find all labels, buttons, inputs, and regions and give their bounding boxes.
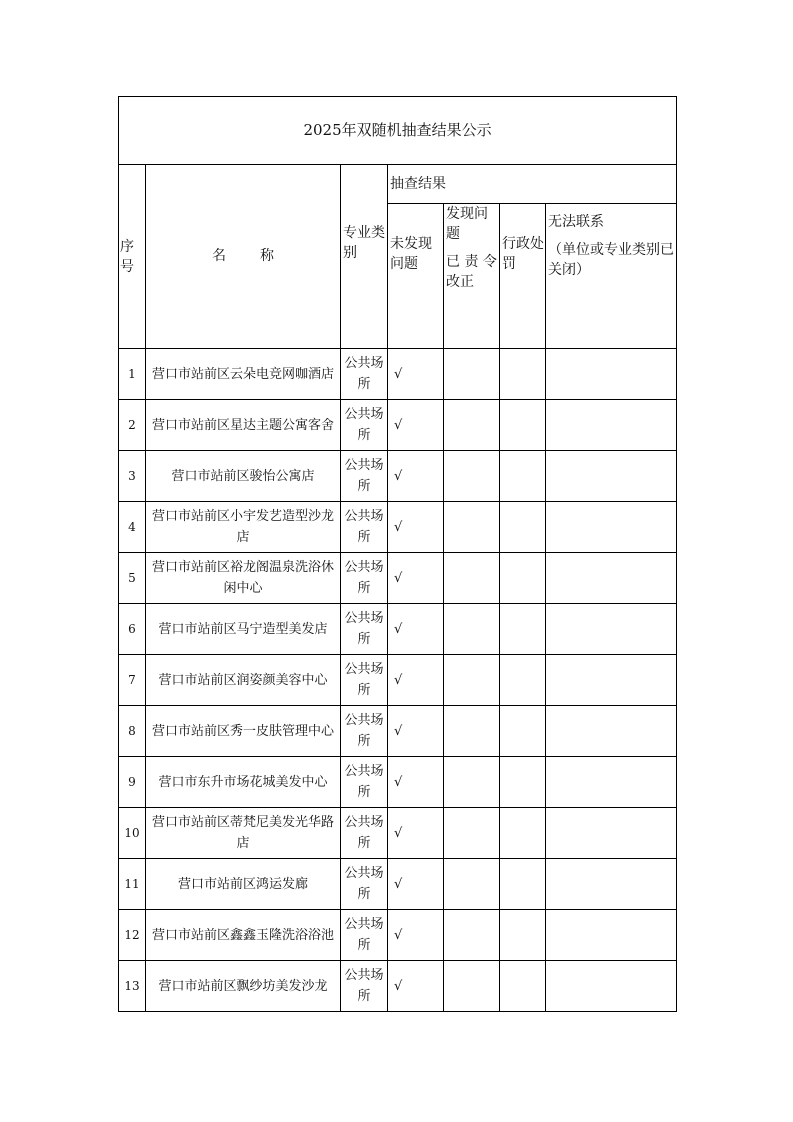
row-admin-penalty [500,400,546,451]
row-no-issue-check: √ [388,502,444,553]
row-no-issue-check: √ [388,961,444,1012]
row-ordered-correct [444,502,500,553]
table-row [119,655,677,706]
row-no-issue-check: √ [388,604,444,655]
row-seq: 2 [119,400,146,451]
row-unreachable [546,604,677,655]
row-category: 公共场所 [341,451,388,502]
row-unreachable [546,859,677,910]
row-unreachable [546,400,677,451]
header-unreachable-label: 无法联系 [548,214,604,230]
row-admin-penalty [500,859,546,910]
row-category: 公共场所 [341,808,388,859]
row-category: 公共场所 [341,553,388,604]
row-category: 公共场所 [341,349,388,400]
row-seq: 9 [119,757,146,808]
row-no-issue-check: √ [388,400,444,451]
table-row [119,400,677,451]
row-seq: 7 [119,655,146,706]
row-ordered-correct [444,655,500,706]
row-no-issue-check: √ [388,910,444,961]
header-seq: 序号 [119,165,146,349]
row-unreachable [546,553,677,604]
table-row [119,757,677,808]
header-name [146,165,341,349]
row-seq: 12 [119,910,146,961]
row-admin-penalty [500,451,546,502]
row-admin-penalty [500,502,546,553]
row-admin-penalty [500,808,546,859]
row-seq: 13 [119,961,146,1012]
row-seq: 5 [119,553,146,604]
row-admin-penalty [500,910,546,961]
row-unreachable [546,706,677,757]
row-admin-penalty [500,604,546,655]
row-ordered-correct [444,451,500,502]
row-unreachable [546,451,677,502]
row-category: 公共场所 [341,400,388,451]
row-category: 公共场所 [341,757,388,808]
row-ordered-correct [444,604,500,655]
header-category: 专业类别 [341,165,388,349]
row-name: 营口市站前区润姿颜美容中心 [146,655,341,706]
row-admin-penalty [500,706,546,757]
row-no-issue-check: √ [388,706,444,757]
row-unreachable [546,910,677,961]
row-unreachable [546,502,677,553]
header-unreachable-note: （单位或专业类别已关闭） [548,242,674,278]
header-issue-found [444,204,500,349]
row-ordered-correct [444,349,500,400]
table-row [119,502,677,553]
row-name: 营口市站前区云朵电竞网咖酒店 [146,349,341,400]
row-seq: 11 [119,859,146,910]
table-row [119,910,677,961]
row-seq: 4 [119,502,146,553]
row-admin-penalty [500,757,546,808]
row-name: 营口市站前区秀一皮肤管理中心 [146,706,341,757]
row-ordered-correct [444,706,500,757]
inspection-results-table [118,96,677,1012]
row-unreachable [546,757,677,808]
row-category: 公共场所 [341,706,388,757]
row-name: 营口市站前区飘纱坊美发沙龙 [146,961,341,1012]
row-ordered-correct [444,961,500,1012]
row-name: 营口市站前区星达主题公寓客舍 [146,400,341,451]
row-unreachable [546,961,677,1012]
row-unreachable [546,655,677,706]
row-no-issue-check: √ [388,451,444,502]
table-row [119,349,677,400]
row-seq: 6 [119,604,146,655]
table-row [119,553,677,604]
row-no-issue-check: √ [388,553,444,604]
header-issue-found-label: 发现问题 [446,206,488,242]
row-no-issue-check: √ [388,757,444,808]
row-ordered-correct [444,553,500,604]
row-seq: 8 [119,706,146,757]
table-row [119,451,677,502]
row-ordered-correct [444,400,500,451]
row-category: 公共场所 [341,961,388,1012]
row-admin-penalty [500,961,546,1012]
row-name: 营口市站前区小宇发艺造型沙龙店 [146,502,341,553]
row-name: 营口市站前区骏怡公寓店 [146,451,341,502]
row-category: 公共场所 [341,655,388,706]
row-name: 营口市东升市场花城美发中心 [146,757,341,808]
row-category: 公共场所 [341,604,388,655]
row-category: 公共场所 [341,502,388,553]
header-result-group: 抽查结果 [388,165,677,204]
row-admin-penalty [500,655,546,706]
table-row [119,859,677,910]
header-admin-penalty: 行政处罚 [500,204,546,349]
row-name: 营口市站前区鸿运发廊 [146,859,341,910]
row-seq: 1 [119,349,146,400]
row-admin-penalty [500,553,546,604]
row-name: 营口市站前区马宁造型美发店 [146,604,341,655]
row-ordered-correct [444,910,500,961]
table-row [119,961,677,1012]
table-row [119,706,677,757]
row-category: 公共场所 [341,859,388,910]
row-ordered-correct [444,859,500,910]
row-name: 营口市站前区鑫鑫玉隆洗浴浴池 [146,910,341,961]
table-row [119,808,677,859]
row-ordered-correct [444,808,500,859]
header-unreachable [546,204,677,349]
row-seq: 3 [119,451,146,502]
row-seq: 10 [119,808,146,859]
row-unreachable [546,349,677,400]
header-name-first: 名 [212,248,226,264]
header-no-issue: 未发现问题 [388,204,444,349]
row-ordered-correct [444,757,500,808]
header-name-second: 称 [260,248,274,264]
row-category: 公共场所 [341,910,388,961]
row-unreachable [546,808,677,859]
row-no-issue-check: √ [388,808,444,859]
header-ordered-correct: 已 责 令改正 [446,254,497,290]
row-name: 营口市站前区裕龙阁温泉洗浴休闲中心 [146,553,341,604]
row-no-issue-check: √ [388,655,444,706]
row-no-issue-check: √ [388,859,444,910]
row-admin-penalty [500,349,546,400]
table-title: 2025年双随机抽查结果公示 [119,97,677,165]
table-row [119,604,677,655]
row-no-issue-check: √ [388,349,444,400]
row-name: 营口市站前区蒂梵尼美发光华路店 [146,808,341,859]
